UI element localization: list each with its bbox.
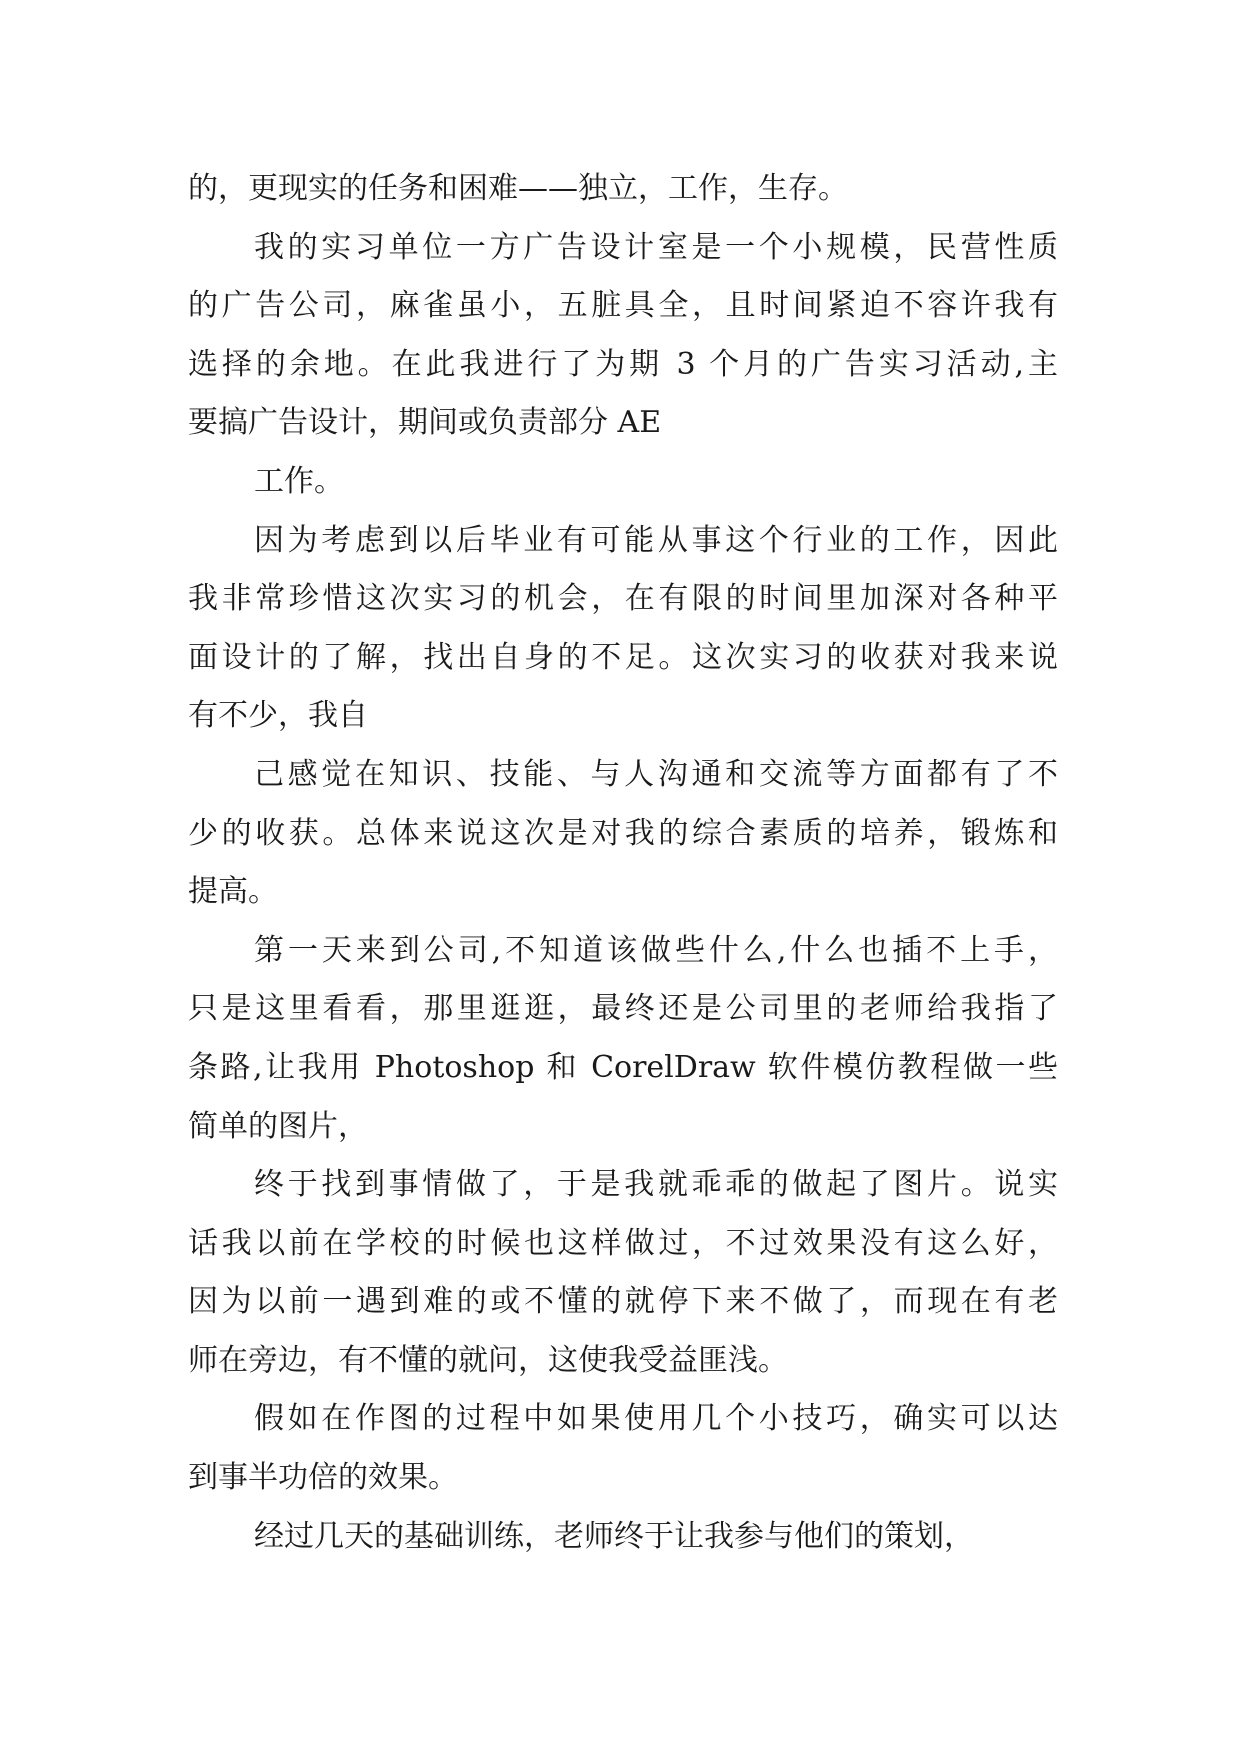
- text-line: 师在旁边，有不懂的就问，这使我受益匪浅。: [188, 1342, 788, 1378]
- paragraph: [188, 160, 1058, 219]
- text-line: 第一天来到公司,不知道该做些什么,什么也插不上手，: [254, 932, 1058, 968]
- paragraph: [188, 1156, 1058, 1390]
- text-line: 的广告公司，麻雀虽小，五脏具全，且时间紧迫不容许我有: [188, 288, 1058, 324]
- text-line: 假如在作图的过程中如果使用几个小技巧，确实可以达: [254, 1401, 1058, 1437]
- text-line: 面设计的了解，找出自身的不足。这次实习的收获对我来说: [188, 639, 1058, 675]
- text-line: 只是这里看看，那里逛逛，最终还是公司里的老师给我指了: [188, 991, 1058, 1027]
- paragraph: [188, 922, 1058, 1156]
- paragraph: [188, 219, 1058, 453]
- text-line: 我的实习单位一方广告设计室是一个小规模，民营性质: [254, 229, 1058, 265]
- text-line: 终于找到事情做了，于是我就乖乖的做起了图片。说实: [254, 1167, 1058, 1203]
- text-line: 经过几天的基础训练，老师终于让我参与他们的策划，: [254, 1518, 974, 1554]
- text-line: 条路,让我用 Photoshop 和 CorelDraw 软件模仿教程做一些: [188, 1049, 1058, 1085]
- paragraph: [188, 1508, 1058, 1567]
- paragraph: [188, 1390, 1058, 1507]
- text-line: 到事半功倍的效果。: [188, 1460, 458, 1496]
- text-line: 话我以前在学校的时候也这样做过，不过效果没有这么好，: [188, 1225, 1058, 1261]
- text-line: 因为以前一遇到难的或不懂的就停下来不做了，而现在有老: [188, 1284, 1058, 1320]
- text-line: 的，更现实的任务和困难——独立，工作，生存。: [188, 171, 848, 206]
- text-line: 我非常珍惜这次实习的机会，在有限的时间里加深对各种平: [188, 581, 1058, 617]
- text-line: 选择的余地。在此我进行了为期 3 个月的广告实习活动,主: [188, 346, 1058, 382]
- text-line: 简单的图片，: [188, 1108, 368, 1144]
- text-line: 提高。: [188, 874, 278, 910]
- text-line: 有不少，我自: [188, 698, 368, 734]
- document-body: [188, 160, 1058, 1566]
- text-line: 工作。: [254, 463, 344, 499]
- paragraph: [188, 512, 1058, 746]
- paragraph: [188, 453, 1058, 512]
- text-line: 少的收获。总体来说这次是对我的综合素质的培养，锻炼和: [188, 815, 1058, 851]
- text-line: 要搞广告设计，期间或负责部分 AE: [188, 405, 662, 441]
- text-line: 因为考虑到以后毕业有可能从事这个行业的工作，因此: [254, 522, 1058, 558]
- text-line: 己感觉在知识、技能、与人沟通和交流等方面都有了不: [254, 756, 1058, 792]
- paragraph: [188, 746, 1058, 922]
